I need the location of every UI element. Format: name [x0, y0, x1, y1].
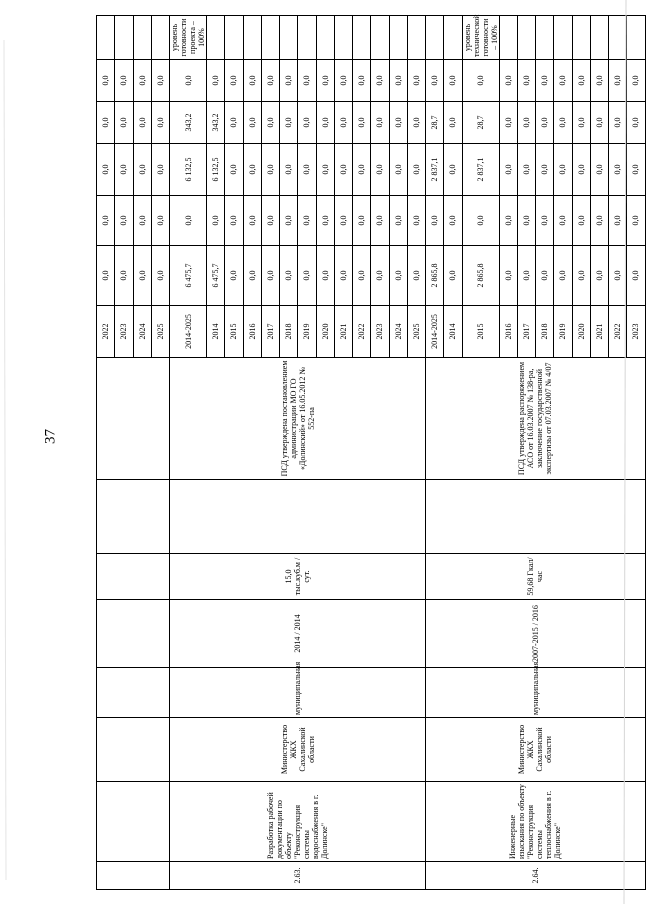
ownership-cell: муниципальная: [426, 668, 646, 718]
regional-cell: 0,0: [389, 144, 407, 196]
capacity-cell: [97, 554, 170, 600]
total-cell: 0,0: [298, 246, 316, 306]
local-cell: 0,0: [536, 102, 554, 144]
regional-cell: 6 132,5: [207, 144, 225, 196]
local-cell: 28,7: [462, 102, 499, 144]
year-cell: 2014-2025: [426, 306, 444, 358]
psd-cell: [97, 358, 170, 480]
local-cell: 0,0: [572, 102, 590, 144]
period-cell: 2007-2015 / 2016: [426, 600, 646, 668]
other-cell: 0,0: [407, 60, 425, 102]
year-cell: 2017: [261, 306, 279, 358]
other-cell: 0,0: [389, 60, 407, 102]
note-cell: [334, 16, 352, 60]
table-row: [97, 16, 115, 890]
note-cell: [316, 16, 334, 60]
federal-cell: 0,0: [407, 196, 425, 246]
total-cell: 0,0: [627, 246, 645, 306]
total-cell: 0,0: [225, 246, 243, 306]
federal-cell: 0,0: [261, 196, 279, 246]
federal-cell: 0,0: [243, 196, 261, 246]
note-cell: [536, 16, 554, 60]
other-cell: 0,0: [280, 60, 298, 102]
year-cell: 2023: [371, 306, 389, 358]
note-cell: [280, 16, 298, 60]
regional-cell: 0,0: [334, 144, 352, 196]
total-cell: 0,0: [280, 246, 298, 306]
regional-cell: 0,0: [225, 144, 243, 196]
year-cell: 2025: [151, 306, 169, 358]
year-cell: 2022: [609, 306, 627, 358]
other-cell: 0,0: [316, 60, 334, 102]
page-number: 37: [42, 429, 59, 444]
total-cell: 0,0: [444, 246, 462, 306]
total-cell: 0,0: [115, 246, 133, 306]
total-cell: 0,0: [499, 246, 517, 306]
federal-cell: 0,0: [97, 196, 115, 246]
total-cell: 0,0: [517, 246, 535, 306]
note-cell: [554, 16, 572, 60]
federal-cell: 0,0: [298, 196, 316, 246]
year-cell: 2023: [115, 306, 133, 358]
regional-cell: 0,0: [353, 144, 371, 196]
row-number-cell: [97, 862, 170, 890]
note-cell: [97, 16, 115, 60]
ownership-cell: [97, 668, 170, 718]
empty-cell: [97, 480, 170, 554]
year-cell: 2022: [97, 306, 115, 358]
federal-cell: 0,0: [151, 196, 169, 246]
federal-cell: 0,0: [353, 196, 371, 246]
note-cell: уровень технической готовности – 100%: [462, 16, 499, 60]
note-cell: [517, 16, 535, 60]
period-cell: [97, 600, 170, 668]
federal-cell: 0,0: [371, 196, 389, 246]
total-cell: 0,0: [243, 246, 261, 306]
total-cell: 0,0: [371, 246, 389, 306]
other-cell: 0,0: [151, 60, 169, 102]
customer-cell: Министерство ЖКХ Сахалинской области: [170, 718, 426, 782]
federal-cell: 0,0: [627, 196, 645, 246]
local-cell: 0,0: [407, 102, 425, 144]
year-cell: 2015: [462, 306, 499, 358]
other-cell: 0,0: [462, 60, 499, 102]
regional-cell: 0,0: [133, 144, 151, 196]
customer-cell: Министерство ЖКХ Сахалинской области: [426, 718, 646, 782]
other-cell: 0,0: [207, 60, 225, 102]
local-cell: 0,0: [444, 102, 462, 144]
empty-cell: [170, 480, 426, 554]
federal-cell: 0,0: [609, 196, 627, 246]
federal-cell: 0,0: [170, 196, 207, 246]
other-cell: 0,0: [97, 60, 115, 102]
year-cell: 2019: [298, 306, 316, 358]
regional-cell: 0,0: [499, 144, 517, 196]
year-cell: 2024: [389, 306, 407, 358]
note-cell: [627, 16, 645, 60]
psd-cell: ПСД утверждена постановлением администрации МО ГО «Долинский» от 16.05.2012 № 552-па: [170, 358, 426, 480]
total-cell: 6 475,7: [170, 246, 207, 306]
note-cell: [115, 16, 133, 60]
local-cell: 0,0: [627, 102, 645, 144]
local-cell: 0,0: [280, 102, 298, 144]
local-cell: 0,0: [151, 102, 169, 144]
local-cell: 343,2: [170, 102, 207, 144]
year-cell: 2016: [499, 306, 517, 358]
year-cell: 2022: [353, 306, 371, 358]
other-cell: 0,0: [499, 60, 517, 102]
total-cell: 0,0: [590, 246, 608, 306]
regional-cell: 6 132,5: [170, 144, 207, 196]
note-cell: [590, 16, 608, 60]
federal-cell: 0,0: [572, 196, 590, 246]
local-cell: 0,0: [225, 102, 243, 144]
regional-cell: 0,0: [554, 144, 572, 196]
note-cell: [444, 16, 462, 60]
federal-cell: 0,0: [207, 196, 225, 246]
regional-cell: 0,0: [316, 144, 334, 196]
other-cell: 0,0: [517, 60, 535, 102]
note-cell: уровень готовности проекта – 100%: [170, 16, 207, 60]
other-cell: 0,0: [261, 60, 279, 102]
total-cell: 0,0: [389, 246, 407, 306]
year-cell: 2021: [334, 306, 352, 358]
total-cell: 0,0: [151, 246, 169, 306]
total-cell: 0,0: [554, 246, 572, 306]
other-cell: 0,0: [426, 60, 444, 102]
note-cell: [389, 16, 407, 60]
regional-cell: 2 837,1: [426, 144, 444, 196]
year-cell: 2014: [444, 306, 462, 358]
local-cell: 28,7: [426, 102, 444, 144]
regional-cell: 0,0: [627, 144, 645, 196]
local-cell: 0,0: [353, 102, 371, 144]
total-cell: 0,0: [334, 246, 352, 306]
investment-table: [96, 15, 646, 890]
other-cell: 0,0: [609, 60, 627, 102]
other-cell: 0,0: [590, 60, 608, 102]
table-body: [97, 16, 646, 890]
other-cell: 0,0: [627, 60, 645, 102]
regional-cell: 0,0: [536, 144, 554, 196]
year-cell: 2015: [225, 306, 243, 358]
regional-cell: 0,0: [444, 144, 462, 196]
note-cell: [133, 16, 151, 60]
note-cell: [243, 16, 261, 60]
year-cell: 2014: [207, 306, 225, 358]
regional-cell: 0,0: [97, 144, 115, 196]
federal-cell: 0,0: [517, 196, 535, 246]
regional-cell: 0,0: [517, 144, 535, 196]
federal-cell: 0,0: [316, 196, 334, 246]
regional-cell: 0,0: [572, 144, 590, 196]
total-cell: 0,0: [536, 246, 554, 306]
note-cell: [572, 16, 590, 60]
federal-cell: 0,0: [115, 196, 133, 246]
local-cell: 0,0: [243, 102, 261, 144]
object-name-cell: [97, 782, 170, 862]
period-cell: 2014 / 2014: [170, 600, 426, 668]
other-cell: 0,0: [444, 60, 462, 102]
year-cell: 2023: [627, 306, 645, 358]
note-cell: [151, 16, 169, 60]
object-name-cell: Инженерные изыскания по объекту "Реконструкция системы теплоснабжения в г. Долинске": [426, 782, 646, 862]
customer-cell: [97, 718, 170, 782]
capacity-cell: 59,68 Гкал/час: [426, 554, 646, 600]
regional-cell: 0,0: [371, 144, 389, 196]
note-cell: [499, 16, 517, 60]
year-cell: 2025: [407, 306, 425, 358]
note-cell: [609, 16, 627, 60]
empty-cell: [426, 480, 646, 554]
year-cell: 2020: [316, 306, 334, 358]
other-cell: 0,0: [371, 60, 389, 102]
regional-cell: 0,0: [298, 144, 316, 196]
regional-cell: 0,0: [280, 144, 298, 196]
total-cell: 6 475,7: [207, 246, 225, 306]
local-cell: 0,0: [298, 102, 316, 144]
total-cell: 0,0: [261, 246, 279, 306]
regional-cell: 0,0: [115, 144, 133, 196]
federal-cell: 0,0: [225, 196, 243, 246]
regional-cell: 0,0: [261, 144, 279, 196]
year-cell: 2018: [280, 306, 298, 358]
year-cell: 2020: [572, 306, 590, 358]
federal-cell: 0,0: [426, 196, 444, 246]
local-cell: 0,0: [517, 102, 535, 144]
local-cell: 0,0: [499, 102, 517, 144]
local-cell: 0,0: [115, 102, 133, 144]
rotated-table-container: [96, 14, 641, 890]
other-cell: 0,0: [225, 60, 243, 102]
note-cell: [407, 16, 425, 60]
note-cell: [207, 16, 225, 60]
local-cell: 0,0: [133, 102, 151, 144]
total-cell: 0,0: [133, 246, 151, 306]
local-cell: 0,0: [389, 102, 407, 144]
regional-cell: 2 837,1: [462, 144, 499, 196]
note-cell: [426, 16, 444, 60]
total-cell: 0,0: [97, 246, 115, 306]
year-cell: 2021: [590, 306, 608, 358]
local-cell: 0,0: [609, 102, 627, 144]
local-cell: 0,0: [97, 102, 115, 144]
regional-cell: 0,0: [243, 144, 261, 196]
object-name-cell: Разработка рабочей документации по объекту "Реконструкция системы водоснабжения в г. Долинске": [170, 782, 426, 862]
psd-cell: ПСД утверждена распоряжением АСО от 16.03.2007 № 138-ра, заключение государственной экспертизы от 07.03.2007 № 4/07: [426, 358, 646, 480]
row-number-cell: 2.63.: [170, 862, 426, 890]
regional-cell: 0,0: [151, 144, 169, 196]
total-cell: 2 865,8: [426, 246, 444, 306]
note-cell: [298, 16, 316, 60]
federal-cell: 0,0: [499, 196, 517, 246]
local-cell: 0,0: [334, 102, 352, 144]
other-cell: 0,0: [170, 60, 207, 102]
other-cell: 0,0: [536, 60, 554, 102]
local-cell: 0,0: [261, 102, 279, 144]
other-cell: 0,0: [334, 60, 352, 102]
federal-cell: 0,0: [536, 196, 554, 246]
local-cell: 0,0: [316, 102, 334, 144]
year-cell: 2024: [133, 306, 151, 358]
total-cell: 0,0: [407, 246, 425, 306]
table-row: [170, 16, 207, 890]
total-cell: 0,0: [353, 246, 371, 306]
total-cell: 0,0: [609, 246, 627, 306]
regional-cell: 0,0: [407, 144, 425, 196]
federal-cell: 0,0: [334, 196, 352, 246]
year-cell: 2018: [536, 306, 554, 358]
total-cell: 0,0: [316, 246, 334, 306]
local-cell: 343,2: [207, 102, 225, 144]
other-cell: 0,0: [554, 60, 572, 102]
other-cell: 0,0: [353, 60, 371, 102]
year-cell: 2019: [554, 306, 572, 358]
ownership-cell: муниципальная: [170, 668, 426, 718]
federal-cell: 0,0: [133, 196, 151, 246]
other-cell: 0,0: [133, 60, 151, 102]
row-number-cell: 2.64.: [426, 862, 646, 890]
total-cell: 2 865,8: [462, 246, 499, 306]
federal-cell: 0,0: [280, 196, 298, 246]
local-cell: 0,0: [554, 102, 572, 144]
local-cell: 0,0: [590, 102, 608, 144]
other-cell: 0,0: [243, 60, 261, 102]
regional-cell: 0,0: [609, 144, 627, 196]
federal-cell: 0,0: [462, 196, 499, 246]
federal-cell: 0,0: [389, 196, 407, 246]
capacity-cell: 15,0 тыс.куб.м /сут.: [170, 554, 426, 600]
note-cell: [225, 16, 243, 60]
year-cell: 2016: [243, 306, 261, 358]
year-cell: 2017: [517, 306, 535, 358]
note-cell: [261, 16, 279, 60]
note-cell: [353, 16, 371, 60]
federal-cell: 0,0: [590, 196, 608, 246]
other-cell: 0,0: [298, 60, 316, 102]
note-cell: [371, 16, 389, 60]
federal-cell: 0,0: [444, 196, 462, 246]
table-row: [426, 16, 444, 890]
year-cell: 2014-2025: [170, 306, 207, 358]
local-cell: 0,0: [371, 102, 389, 144]
regional-cell: 0,0: [590, 144, 608, 196]
total-cell: 0,0: [572, 246, 590, 306]
other-cell: 0,0: [572, 60, 590, 102]
other-cell: 0,0: [115, 60, 133, 102]
federal-cell: 0,0: [554, 196, 572, 246]
